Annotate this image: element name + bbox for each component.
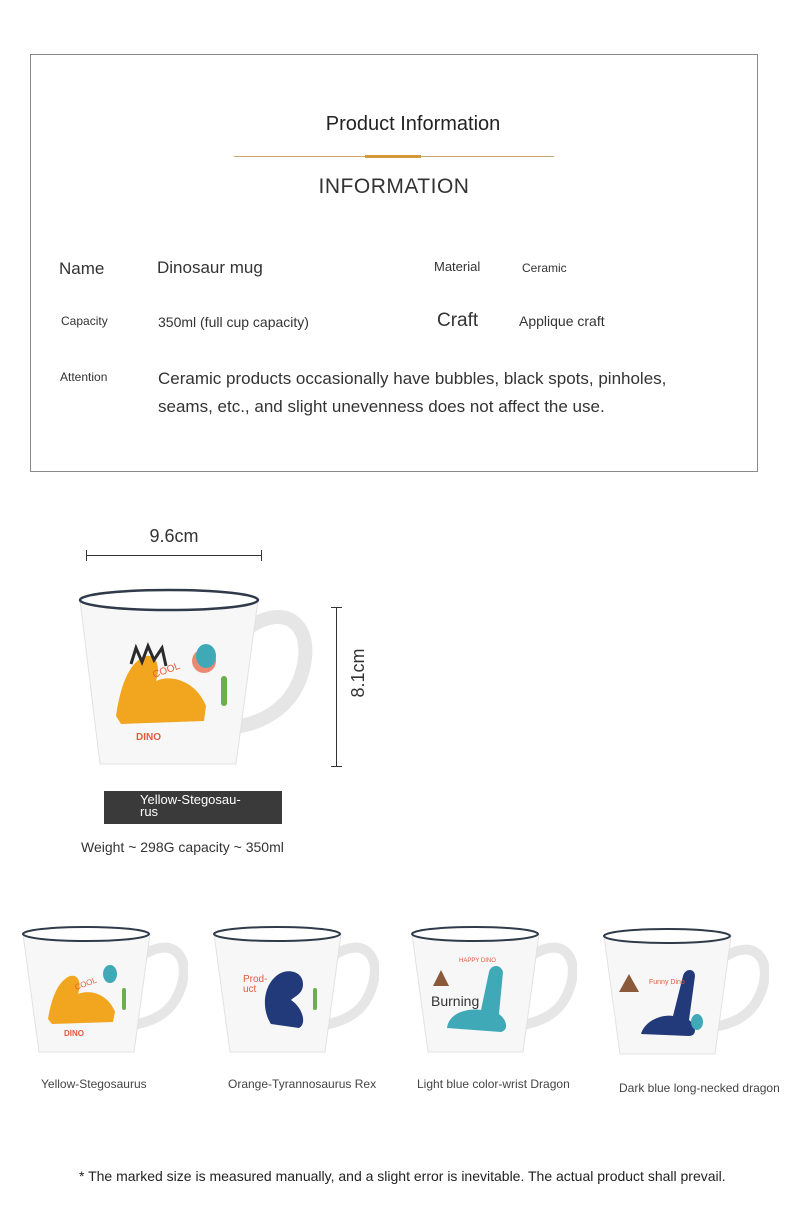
height-dimension-line xyxy=(336,607,337,767)
material-label: Material xyxy=(434,259,481,274)
info-title: Product Information xyxy=(325,113,501,135)
mug-text-cool: COOL xyxy=(151,660,182,681)
product-info-panel xyxy=(30,54,758,472)
variant-tag-line-2: rus xyxy=(140,804,159,819)
footnote-disclaimer: * The marked size is measured manually, and a slight error is inevitable. The actual product shall prevail. xyxy=(79,1168,726,1184)
variant-mug-dark-blue xyxy=(601,926,769,1058)
variant-mug-light-blue xyxy=(409,924,577,1056)
main-mug-image xyxy=(76,586,316,770)
variant-mug-text-2: HAPPY DINO xyxy=(459,958,496,964)
craft-value: Applique craft xyxy=(519,313,605,329)
variant-mug-yellow xyxy=(20,924,188,1056)
name-label: Name xyxy=(59,259,105,278)
variant-caption-orange: Orange-Tyrannosaurus Rex xyxy=(228,1077,377,1091)
variant-caption-dark-blue: Dark blue long-necked dragon xyxy=(619,1081,780,1095)
variant-mug-text-1: Prod- xyxy=(243,974,268,985)
variant-caption-yellow: Yellow-Stegosaurus xyxy=(41,1077,147,1091)
variant-mug-text-1: Funny Dino xyxy=(649,979,685,986)
capacity-value: 350ml (full cup capacity) xyxy=(158,314,309,330)
variant-mug-text-1: COOL xyxy=(73,975,98,992)
attention-label: Attention xyxy=(60,370,108,384)
variant-mug-orange xyxy=(211,924,379,1056)
width-dimension-line xyxy=(86,555,262,556)
variant-mug-text-2: uct xyxy=(243,984,257,995)
attention-line-2: seams, etc., and slight unevenness does not affect the use. xyxy=(158,397,605,416)
name-value: Dinosaur mug xyxy=(157,258,263,277)
attention-line-1: Ceramic products occasionally have bubbles, black spots, pinholes, xyxy=(158,369,667,388)
variant-tag-line-1: Yellow-Stegosau- xyxy=(140,792,241,807)
height-dimension-label: 8.1cm xyxy=(348,648,368,698)
mug-text-dino: DINO xyxy=(136,732,161,743)
variant-mug-text-2: DINO xyxy=(64,1029,84,1038)
width-dimension-label: 9.6cm xyxy=(149,526,199,546)
variant-caption-light-blue: Light blue color-wrist Dragon xyxy=(417,1077,570,1091)
title-divider-accent xyxy=(365,155,421,158)
mug-rim xyxy=(80,590,258,610)
weight-capacity-text: Weight ~ 298G capacity ~ 350ml xyxy=(81,839,284,855)
material-value: Ceramic xyxy=(522,261,567,275)
variant-mug-text-1: Burning xyxy=(431,993,480,1009)
craft-label: Craft xyxy=(437,310,479,331)
info-subtitle: INFORMATION xyxy=(318,175,470,198)
variant-tag xyxy=(104,791,282,824)
capacity-label: Capacity xyxy=(61,314,108,328)
